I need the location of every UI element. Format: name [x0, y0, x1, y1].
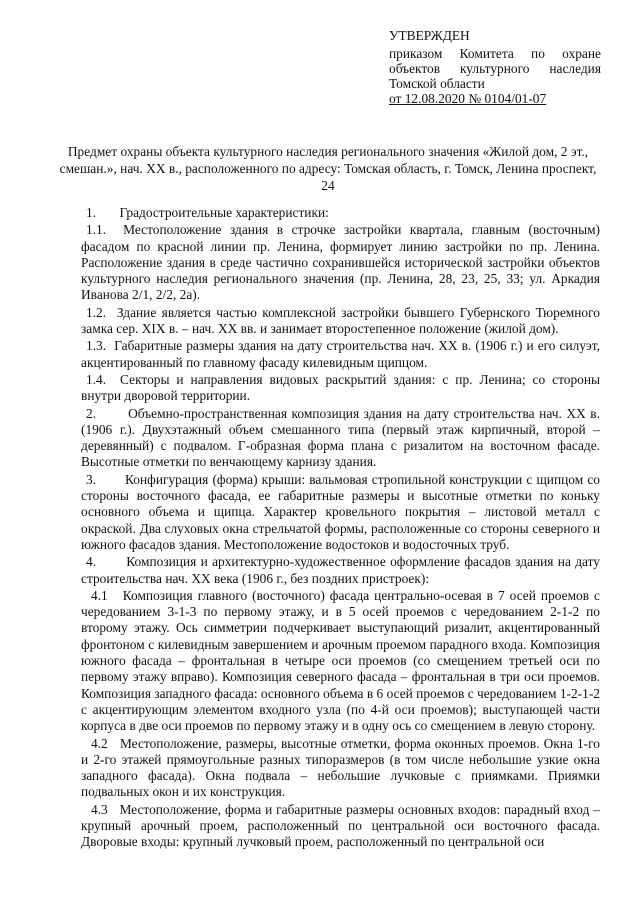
- paragraph-number: 1.: [86, 205, 97, 220]
- paragraph-text: Конфигурация (форма) крыши: вальмовая стропильной конструкции с щипцом со стороны восточного фасада, ее габаритные размеры и высотные отметки по коньку основного объема и щипца. Характер кровельного покрытия – листовой металл с окраской. Два слуховых окна стрельчатой формы, расположенные со стороны северного и южного фасадов здания. Местоположение водостоков и водосточных труб.: [81, 471, 600, 552]
- paragraph: [81, 305, 600, 338]
- paragraph-text: Объемно-пространственная композиция здания на дату строительства нач. XX в. (1906 г.). Двухэтажный объем смешанного типа (первый этаж кирпичный, второй – деревянный) с подвалом. Г-образная форма плана с ризалитом на восточном фасаде. Высотные отметки по венчающему карнизу здания.: [81, 405, 600, 470]
- paragraph-number: 1.1.: [86, 222, 107, 238]
- paragraph-text: Градостроительные характеристики:: [119, 205, 329, 220]
- paragraph: [81, 588, 600, 735]
- paragraph-text: Габаритные размеры здания на дату строительства нач. XX в. (1906 г.) и его силуэт, акцентированный по главному фасаду килевидным щипцом.: [81, 338, 600, 370]
- paragraph: [81, 472, 600, 553]
- document-title: Предмет охраны объекта культурного наследия регионального значения «Жилой дом, 2 эт., смешан.», нач. XX в., расположенного по адресу: Томская область, г. Томск, Ленина проспект, 24: [59, 144, 597, 193]
- paragraph: [81, 554, 600, 587]
- approval-stamp: [389, 27, 601, 106]
- paragraph: [81, 406, 600, 471]
- paragraph-text: Местоположение, размеры, высотные отметки, форма оконных проемов. Окна 1-го и 2-го этажей прямоугольные разных типоразмеров (в том числе небольшие узкие окна западного фасада). Окна подвала – небольшие лучковые с приямками. Приямки подвальных окон и их конструкция.: [81, 735, 600, 800]
- approval-line: Томской области: [389, 76, 485, 91]
- paragraph-number: 2.: [86, 405, 97, 421]
- paragraph-text: Секторы и направления видовых раскрытий здания: с пр. Ленина; со стороны внутри дворовой территории.: [81, 371, 600, 404]
- paragraph: [81, 802, 600, 851]
- paragraph: [81, 205, 600, 221]
- paragraph-text: Местоположение здания в строчке застройки квартала, главным (восточным) фасадом по красной линии пр. Ленина, формирует линию застройки по пр. Ленина. Расположение здания в среде частично сохранившейся исторической застройки объектов культурного наследия регионального значения (пр. Ленина, 28, 23, 25, 33; ул. Аркадия Иванова 2/1, 2/2, 2а).: [81, 222, 601, 303]
- approval-date: от 12.08.2020 № 0104/01-07: [389, 91, 547, 106]
- paragraph-number: 1.4.: [86, 371, 107, 387]
- paragraph-text: Здание является частью комплексной застройки бывшего Губернского Тюремного замка сер. XIX в. – нач. XX вв. и занимает второстепенное положение (жилой дом).: [81, 304, 600, 337]
- paragraph-number: 4.3: [91, 801, 108, 817]
- approval-line: объектов культурного наследия: [389, 61, 601, 76]
- paragraph-text: Композиция главного (восточного) фасада центрально-осевая в 7 осей проемов с чередованием 3-1-3 по первому этажу, и в 5 осей проемов с чередованием 2-1-2 по второму этажу. Ось симметрии подчеркивает выступающий ризалит, акцентированный фронтоном с килевидным завершением и арочным проемом парадного входа. Композиция южного фасада – фронтальная в четыре оси проемов (со смещением третьей оси по первому этажу вправо). Композиция северного фасада – фронтальная в три оси проемов. Композиция западного фасада: основного объема в 6 осей проемов с чередованием 1-2-1-2 с акцентирующим элементом входного узла (по 4-й оси проемов); выступающей части корпуса в две оси проемов по первому этажу и в одну ось со смещением в левую сторону.: [81, 587, 600, 734]
- approval-heading: УТВЕРЖДЕН: [389, 28, 470, 43]
- document-body: [81, 205, 600, 852]
- paragraph: [81, 222, 600, 303]
- paragraph-text: Композиция и архитектурно-художественное оформление фасадов здания на дату строительства нач. XX века (1906 г., без поздних пристроек):: [81, 554, 600, 586]
- paragraph: [81, 736, 600, 801]
- paragraph-number: 4.2: [91, 735, 108, 751]
- paragraph-number: 4.1: [91, 587, 108, 603]
- paragraph: [81, 338, 600, 371]
- paragraph-number: 3.: [86, 471, 97, 487]
- paragraph-number: 1.2.: [86, 304, 107, 320]
- paragraph-number: 1.3.: [86, 338, 107, 354]
- paragraph: [81, 372, 600, 405]
- paragraph-text: Местоположение, форма и габаритные размеры основных входов: парадный вход – крупный арочный проем, расположенный по центральной оси восточного фасада. Дворовые входы: крупный лучковый проем, расположенный по центральной оси: [81, 801, 600, 850]
- approval-line: приказом Комитета по охране: [389, 46, 601, 61]
- paragraph-number: 4.: [86, 554, 97, 570]
